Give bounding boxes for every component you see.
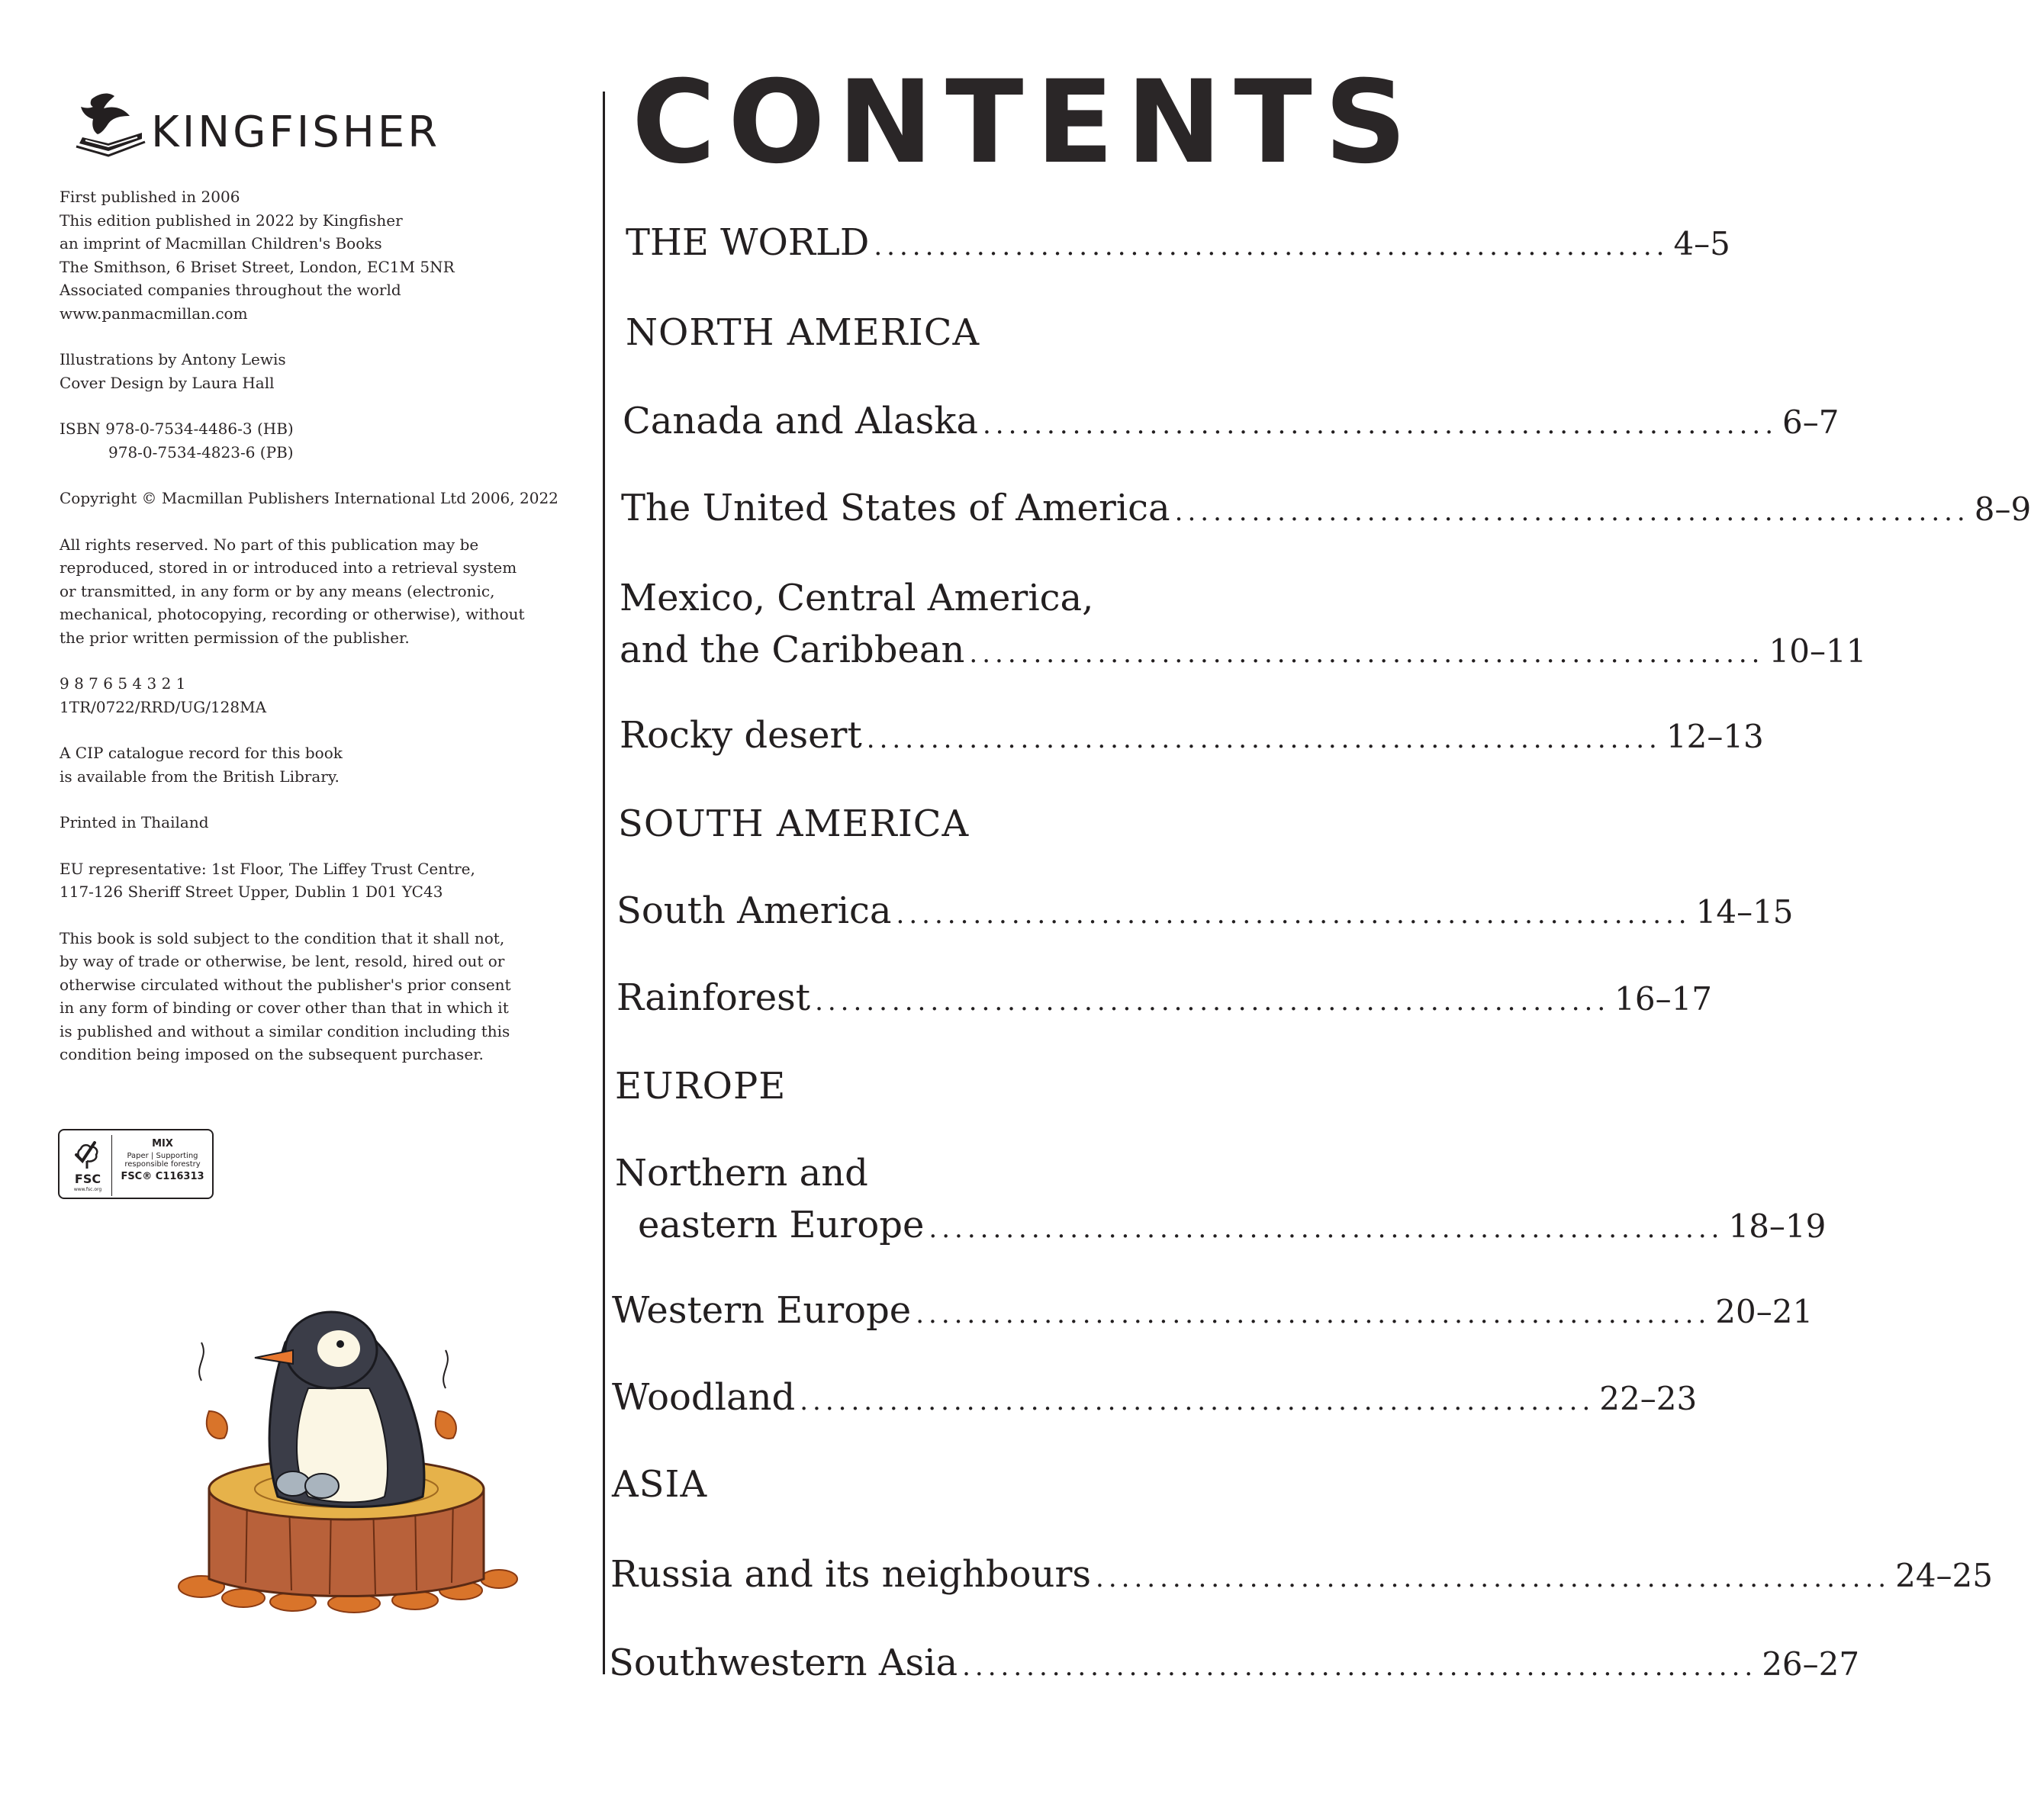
imprint-block xyxy=(60,185,594,1089)
publisher-brand xyxy=(69,90,440,160)
toc-entry-woodland[interactable]: Woodland .............................................................. 22–23 xyxy=(612,1376,1698,1419)
toc-entry-the-world[interactable]: THE WORLD .............................................................. 4–5 xyxy=(626,221,1730,264)
toc-entry-northern-europe-line1[interactable]: Northern and xyxy=(615,1152,868,1195)
toc-entry-canada-alaska[interactable]: Canada and Alaska .............................................................. 6–7 xyxy=(623,400,1839,442)
toc-entry-rainforest[interactable]: Rainforest .............................................................. 16–17 xyxy=(616,976,1713,1019)
fsc-label xyxy=(58,1129,214,1199)
toc-entry-south-america[interactable]: South America .............................................................. 14–15 xyxy=(616,889,1794,932)
fsc-paper-line1: Paper | Supporting xyxy=(127,1152,198,1160)
section-heading-north-america: NORTH AMERICA xyxy=(626,311,980,354)
cip-record: A CIP catalogue record for this book is available from the British Library. xyxy=(60,744,343,786)
toc-entry-mexico[interactable]: and the Caribbean .............................................................. 10–11 xyxy=(620,629,1867,671)
fsc-paper-line2: responsible forestry xyxy=(124,1160,201,1169)
toc-entry-mexico-line1[interactable]: Mexico, Central America, xyxy=(620,577,1094,619)
contents-title: CONTENTS xyxy=(632,56,1419,189)
fsc-url: www.fsc.org xyxy=(73,1187,102,1192)
printed-in: Printed in Thailand xyxy=(60,813,209,831)
fsc-tree-check-icon xyxy=(72,1138,104,1170)
publisher-name: KINGFISHER xyxy=(151,108,441,157)
kingfisher-logo-icon xyxy=(69,90,148,160)
print-codes: 9 8 7 6 5 4 3 2 1 1TR/0722/RRD/UG/128MA xyxy=(60,674,267,716)
toc-entry-northern-eastern-europe[interactable]: eastern Europe .............................................................. 18–19 xyxy=(638,1204,1827,1246)
eu-representative: EU representative: 1st Floor, The Liffey Trust Centre, 117-126 Sheriff Street Upper, Dublin 1 D01 YC43 xyxy=(60,859,475,901)
isbn-numbers: ISBN 978-0-7534-4486-3 (HB) 978-0-7534-4823-6 (PB) xyxy=(60,420,294,461)
sale-condition: This book is sold subject to the condition that it shall not, by way of trade or otherwise, be lent, resold, hired out or otherwise circulated without the publisher's prior consent in any form of binding or cover other than that in which it is published and without a similar condition including this condition being imposed on the subsequent purchaser. xyxy=(60,928,511,1063)
toc-entry-western-europe[interactable]: Western Europe .............................................................. 20–21 xyxy=(612,1289,1814,1332)
toc-entry-russia[interactable]: Russia and its neighbours .............................................................. 24–25 xyxy=(610,1553,1993,1596)
section-heading-south-america: SOUTH AMERICA xyxy=(618,802,970,845)
fsc-mark: FSC xyxy=(74,1172,101,1186)
toc-entry-southwestern-asia[interactable]: Southwestern Asia .............................................................. 26–27 xyxy=(609,1642,1860,1684)
toc-entry-rocky-desert[interactable]: Rocky desert .............................................................. 12–13 xyxy=(620,714,1764,757)
column-divider xyxy=(603,92,605,1674)
toc-entry-usa[interactable]: The United States of America .............................................................. 8–9 xyxy=(621,487,2031,529)
credits: Illustrations by Antony Lewis Cover Design by Laura Hall xyxy=(60,350,286,392)
fsc-code: FSC® C116313 xyxy=(121,1171,204,1182)
section-heading-asia: ASIA xyxy=(612,1463,708,1506)
publication-details: First published in 2006 This edition published in 2022 by Kingfisher an imprint of Macmillan Children's Books The Smithson, 6 Briset Street, London, EC1M 5NR Associated companies throughout the world www.panmacmillan.com xyxy=(60,188,455,323)
publisher-website: www.panmacmillan.com xyxy=(60,304,248,323)
fsc-mix: MIX xyxy=(152,1138,173,1150)
penguin-illustration xyxy=(179,1297,537,1617)
section-heading-europe: EUROPE xyxy=(615,1065,787,1108)
copyright-notice: Copyright © Macmillan Publishers International Ltd 2006, 2022 xyxy=(60,489,558,507)
rights-notice: All rights reserved. No part of this publication may be reproduced, stored in or introduced into a retrieval system or transmitted, in any form or by any means (electronic, mechanical, photocopying, recording or otherwise), without the prior written permission of the publisher. xyxy=(60,535,525,647)
